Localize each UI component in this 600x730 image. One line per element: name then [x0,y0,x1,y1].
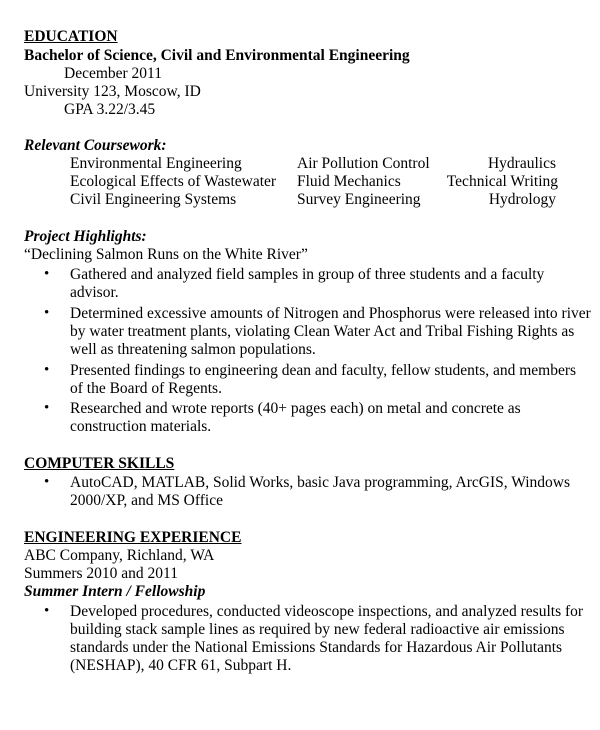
degree: Bachelor of Science, Civil and Environmental Engineering [24,47,410,64]
bullet-line: well as threatening salmon populations. [70,341,316,358]
gpa: GPA 3.22/3.45 [64,101,156,118]
school: University 123, Moscow, ID [24,83,201,100]
education-heading: EDUCATION [24,28,118,45]
bullet-dot: • [44,474,50,490]
bullet-line: Determined excessive amounts of Nitrogen and Phosphorus were released into river [70,305,591,322]
course-item: Ecological Effects of Wastewater [70,173,277,190]
course-item: Fluid Mechanics [297,173,401,190]
bullet-line: Researched and wrote reports (40+ pages each) on metal and concrete as [70,400,521,417]
course-item: Air Pollution Control [297,155,430,172]
coursework-heading: Relevant Coursework: [24,137,167,154]
bullet-dot: • [44,305,50,321]
course-item: Civil Engineering Systems [70,191,237,208]
project-title: “Declining Salmon Runs on the White River” [24,246,308,263]
course-item: Hydraulics [487,155,556,172]
bullet-line: advisor. [70,284,119,301]
course-item: Technical Writing [446,173,558,190]
bullet-line: building stack sample lines as required by new federal radioactive air emissions [70,621,565,638]
bullet-line: by water treatment plants, violating Clean Water Act and Tribal Fishing Rights as [70,323,575,340]
bullet-line: AutoCAD, MATLAB, Solid Works, basic Java programming, ArcGIS, Windows [70,474,570,491]
projects-heading: Project Highlights: [24,228,147,245]
skills-heading: COMPUTER SKILLS [24,455,175,472]
bullet-line: Developed procedures, conducted videoscope inspections, and analyzed results for [70,603,584,620]
bullet-dot: • [44,362,50,378]
employment-dates: Summers 2010 and 2011 [24,565,178,582]
job-role: Summer Intern / Fellowship [24,583,206,600]
bullet-dot: • [44,603,50,619]
bullet-line: of the Board of Regents. [70,380,222,397]
experience-heading: ENGINEERING EXPERIENCE [24,529,242,546]
course-item: Environmental Engineering [70,155,242,172]
bullet-line: standards under the National Emissions Standards for Hazardous Air Pollutants [70,639,563,656]
company: ABC Company, Richland, WA [24,547,215,564]
bullet-line: Presented findings to engineering dean and faculty, fellow students, and members [70,362,577,379]
graduation-date: December 2011 [64,65,162,82]
bullet-line: construction materials. [70,418,212,435]
bullet-line: (NESHAP), 40 CFR 61, Subpart H. [70,657,292,674]
bullet-dot: • [44,400,50,416]
course-item: Hydrology [488,191,556,208]
bullet-line: 2000/XP, and MS Office [70,492,223,509]
bullet-dot: • [44,266,50,282]
bullet-line: Gathered and analyzed field samples in group of three students and a faculty [70,266,545,283]
course-item: Survey Engineering [297,191,421,208]
